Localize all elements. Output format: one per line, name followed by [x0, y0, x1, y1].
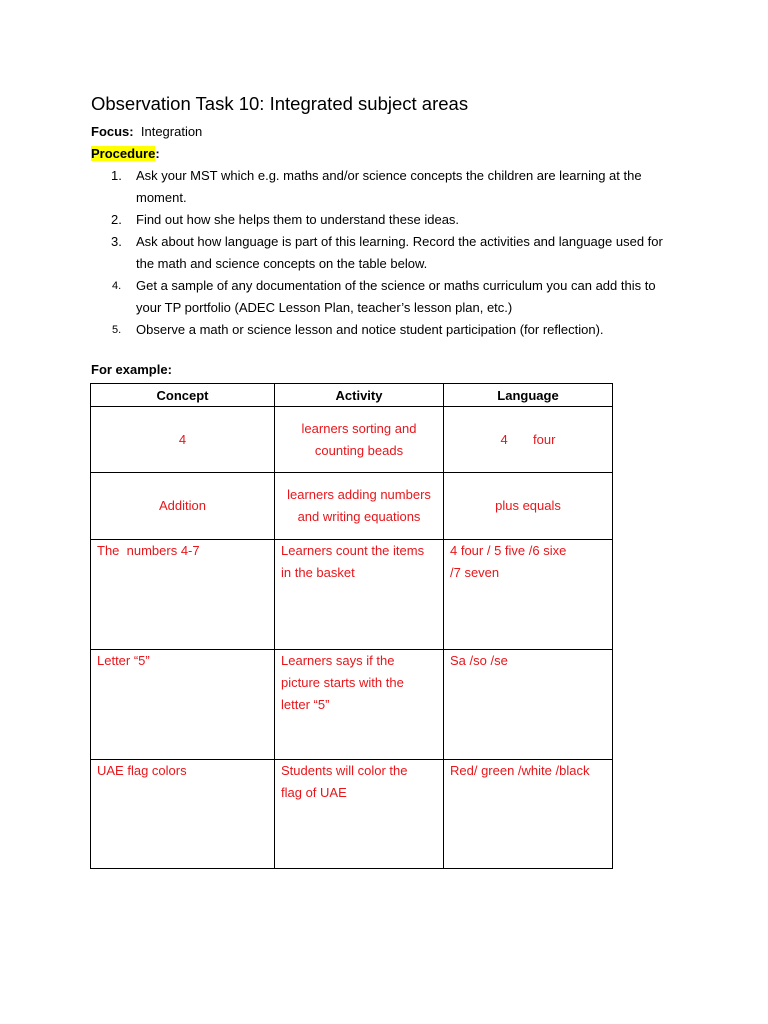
procedure-steps — [108, 165, 683, 341]
activity-line: counting beads — [314, 442, 404, 458]
activity-line: learners sorting and — [301, 420, 417, 436]
step-text: Ask your MST which e.g. maths and/or science concepts the children are learning at the moment. — [136, 168, 642, 205]
activity-line: Learners count the items — [281, 543, 425, 558]
step-item — [108, 165, 683, 209]
table-row — [91, 760, 613, 869]
procedure-colon: : — [155, 146, 160, 161]
activity-line: Learners says if the — [281, 653, 395, 668]
step-number: 3. — [111, 234, 122, 249]
step-number: 1. — [111, 168, 122, 183]
step-number: 2. — [111, 212, 122, 227]
language-cell: Sa /so /se — [444, 650, 613, 760]
step-text: Find out how she helps them to understand these ideas. — [136, 212, 460, 227]
header-activity: Activity — [275, 384, 444, 407]
focus-line — [91, 124, 202, 139]
step-text: Ask about how language is part of this learning. Record the activities and language used for the math and science concepts on the table below. — [136, 234, 663, 271]
language-line: 4 four / 5 five /6 sixe — [450, 543, 567, 558]
step-text: Observe a math or science lesson and notice student participation (for reflection). — [136, 322, 604, 337]
activity-line: Students will color the — [281, 763, 408, 778]
concept-cell: Addition — [91, 473, 275, 540]
language-cell: Red/ green /white /black — [444, 760, 613, 869]
procedure-heading — [91, 146, 160, 161]
table-row — [91, 650, 613, 760]
concept-cell: 4 — [91, 407, 275, 473]
language-cell — [444, 540, 613, 650]
step-text: Get a sample of any documentation of the science or maths curriculum you can add this to your TP portfolio (ADEC Lesson Plan, teacher’s lesson plan, etc.) — [136, 278, 656, 315]
concept-text: The numbers 4-7 — [97, 543, 200, 558]
activity-line: flag of UAE — [281, 785, 347, 800]
step-item — [108, 319, 683, 341]
header-concept: Concept — [91, 384, 275, 407]
concept-cell — [91, 540, 275, 650]
activity-cell — [275, 760, 444, 869]
step-number: 4. — [112, 280, 122, 292]
language-text: 4 four — [500, 431, 556, 447]
table-header-row — [91, 384, 613, 407]
activity-line: learners adding numbers — [287, 487, 431, 502]
activity-line: letter “5” — [281, 697, 330, 712]
step-number: 5. — [112, 324, 122, 336]
focus-value: Integration — [140, 124, 203, 139]
concept-cell: UAE flag colors — [91, 760, 275, 869]
table-row — [91, 407, 613, 473]
example-table — [90, 383, 613, 869]
step-item — [108, 231, 683, 275]
table-row — [91, 540, 613, 650]
language-line: /7 seven — [450, 565, 500, 580]
step-item — [108, 275, 683, 319]
activity-line: picture starts with the — [281, 675, 404, 690]
language-cell: plus equals — [444, 473, 613, 540]
table-row — [91, 473, 613, 540]
activity-cell — [275, 407, 444, 473]
procedure-label: Procedure — [91, 146, 156, 161]
for-example-label: For example: — [91, 362, 172, 377]
activity-cell — [275, 650, 444, 760]
header-language: Language — [444, 384, 613, 407]
page-title: Observation Task 10: Integrated subject areas — [91, 93, 469, 114]
activity-line: and writing equations — [297, 509, 421, 524]
step-item — [108, 209, 683, 231]
focus-label: Focus: — [91, 124, 134, 139]
activity-line: in the basket — [281, 565, 355, 580]
activity-cell — [275, 473, 444, 540]
concept-cell: Letter “5” — [91, 650, 275, 760]
activity-cell — [275, 540, 444, 650]
language-cell — [444, 407, 613, 473]
